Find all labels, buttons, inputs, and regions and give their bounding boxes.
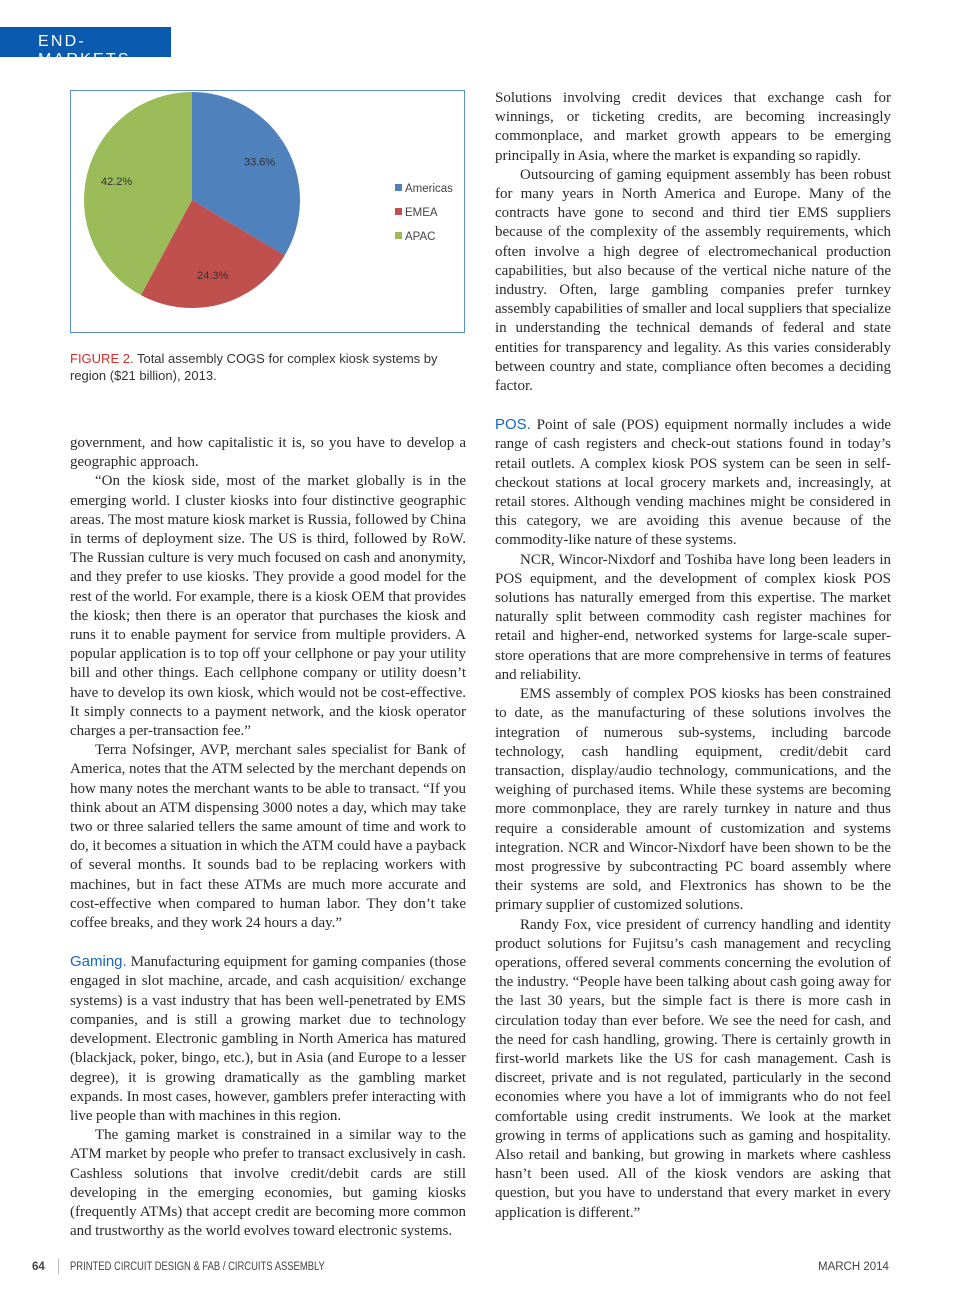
subhead-gaming: Gaming.	[70, 953, 127, 971]
legend-item: APAC	[405, 231, 436, 243]
figure-caption	[70, 350, 466, 384]
pie-svg	[71, 91, 466, 334]
legend-swatch	[395, 184, 402, 191]
paragraph: Outsourcing of gaming equipment assembly has been robust for many years in North America and Europe. Many of the contracts have gone to second and third tier EMS suppliers because of the complexity of the assembly requirements, which often involve a high degree of electromechanical production capabilities, but also because of the vertical niche nature of the industry. Often, large gambling companies prefer turnkey assembly capabilities of smaller and local suppliers that specialize in understanding the technical demands of federal and state entities for transparency and legality. As this varies considerably between country and state, compliance often becomes a deciding factor.	[495, 166, 891, 395]
legend-item: EMEA	[405, 207, 438, 219]
paragraph: government, and how capitalistic it is, so you have to develop a geographic approach.	[70, 435, 466, 471]
footer	[0, 1261, 960, 1301]
data-label: 24.3%	[197, 269, 229, 282]
paragraph: Terra Nofsinger, AVP, merchant sales specialist for Bank of America, notes that the ATM selected by the merchant depends on how many notes the merchant wants to be able to transact. “If you think about an ATM dispensing 3000 notes a day, which may take two or three salaried tellers the same amount of time and work to do, it becomes a situation in which the ATM could have a payback of several months. It sounds bad to be replacing workers with machines, but in fact these ATMs are much more accurate and cost-effective when compared to human labor. They don’t take coffee breaks, and they work 24 hours a day.”	[70, 742, 466, 932]
paragraph-text: Point of sale (POS) equipment normally includes a wide range of cash registers and check-out stations found in today’s retail outlets. A complex kiosk POS system can be seen in self-checkout stations at local grocery markets and, increasingly, at retail stores. Although vending machines might be considered in this category, we are avoiding this avenue because of the commodity-like nature of these systems.	[495, 417, 891, 549]
paragraph: EMS assembly of complex POS kiosks has been constrained to date, as the manufacturing of these solutions involves the integration of numerous sub-systems, including barcode technology, cash handling equipment, credit/debit card transaction, display/audio technology, communications, and the weighing of purchased items. While these systems are becoming more commonplace, they are rarely turnkey in nature and thus require a considerable amount of customization and systems integration. NCR and Wincor-Nixdorf have been shown to be the most progressive by subcontracting PC board assembly where their systems are sold, and Flextronics has shown to be the primary supplier of customized solutions.	[495, 686, 891, 914]
issue-date: MARCH 2014	[818, 1261, 889, 1273]
paragraph-text: Manufacturing equipment for gaming companies (those engaged in slot machine, arcade, and cash acquisition/ exchange systems) is a vast industry that has been well-penetrated by EMS companies, and is still a growing market due to technology development. Electronic gambling in North America has matured (blackjack, poker, bingo, etc.), but in Asia (and Europe to a lesser degree), it is growing dramatically as the gambling market expands. In most cases, however, gamblers prefer interacting with live people than with machines in this region.	[70, 954, 467, 1124]
paragraph-gap	[495, 396, 891, 415]
paragraph: NCR, Wincor-Nixdorf and Toshiba have long been leaders in POS equipment, and the development of complex kiosk POS solutions has naturally emerged from this expertise. The market naturally split between commodity cash register machines for retail and higher-end, networked systems for large-scale super-store operations that are more comprehensive in terms of features and reliability.	[495, 551, 891, 683]
figure-label: FIGURE 2.	[70, 351, 134, 366]
paragraph-gap	[70, 933, 466, 952]
legend-item: Americas	[405, 183, 453, 195]
paragraph: The gaming market is constrained in a similar way to the ATM market by people who prefer to transact exclusively in cash. Cashless solutions that involve credit/debit cards are still developing in the emerging economies, but gaming kiosks (frequently ATMs) that accept credit are becoming more common and trustworthy as the world evolves toward electronic systems.	[70, 1127, 466, 1240]
pie-chart	[70, 90, 465, 333]
subhead-pos: POS.	[495, 416, 531, 434]
right-column	[495, 0, 891, 1223]
data-label: 42.2%	[100, 176, 133, 189]
figure-caption-text: Total assembly COGS for complex kiosk systems by region ($21 billion), 2013.	[70, 351, 438, 383]
data-label: 33.6%	[244, 156, 276, 169]
legend-swatch	[395, 208, 402, 215]
legend-swatch	[395, 232, 402, 239]
section-tab: END-MARKETS	[0, 27, 171, 57]
paragraph: “On the kiosk side, most of the market globally is in the emerging world. I cluster kiosks into four distinctive geographic areas. The most mature kiosk market is Russia, followed by China in terms of deployment size. The US is third, followed by RoW. The Russian culture is very much focused on cash and anonymity, and they prefer to use kiosks. They provide a good model for the rest of the world. For example, there is a kiosk OEM that provides the kiosk; then there is an operator that purchases the kiosk and runs it to enable payment for service from multiple providers. A popular application is to top off your cellphone or pay your utility bill and other things. Each cellphone company or utility doesn’t have to develop its own kiosk, which would not be cost-effective. It simply connects to a payment network, and the kiosk operator charges a per-transaction fee.”	[70, 473, 466, 740]
paragraph-gaming	[70, 952, 466, 1126]
paragraph-pos	[495, 415, 891, 550]
paragraph: Randy Fox, vice president of currency handling and identity product solutions for Fujitsu’s cash management and recycling operations, offered several comments concerning the evolution of the industry. “People have been talking about cash going away for the last 30 years, but the simple fact is there is more cash in circulation today than ever before. We see the need for cash, and the need for cash handling, growing. There is certainly growth in first-world markets like the US for cash management. Cash is discreet, private and is not regulated, particularly in the second economies where you have a lot of immigrants who do not feel comfortable using credit instruments. We look at the market growing in terms of applications such as gaming and hospitality. Also retail and banking, but growing in markets where cashless hasn’t been used. All of the kiosk vendors are asking that question, but you have to understand that every market in every application is different.”	[495, 916, 891, 1221]
publication-name: PRINTED CIRCUIT DESIGN & FAB / CIRCUITS ASSEMBLY	[70, 1261, 325, 1273]
paragraph: Solutions involving credit devices that exchange cash for winnings, or ticketing credits, are becoming increasingly commonplace, and market growth appears to be emerging principally in Asia, where the market is expanding so rapidly.	[495, 90, 891, 164]
footer-divider	[58, 1259, 59, 1274]
page-number: 64	[32, 1261, 45, 1273]
